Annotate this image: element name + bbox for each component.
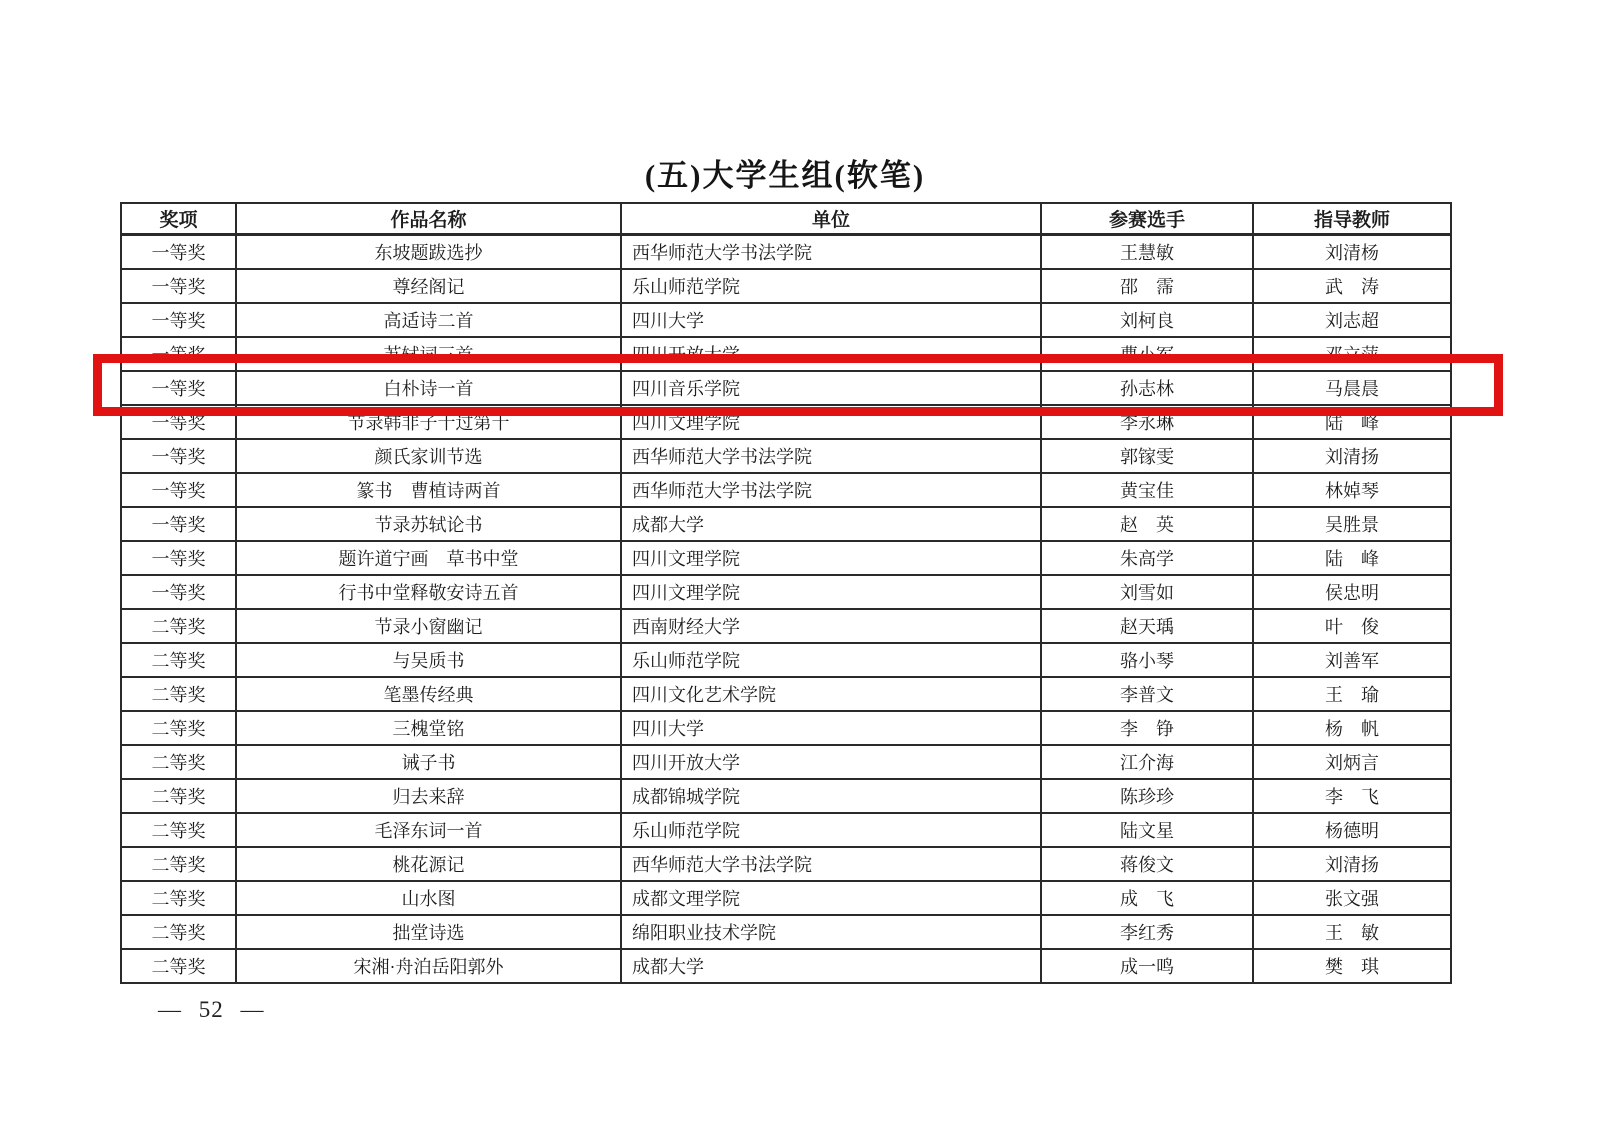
cell-teacher: 邓立萍 [1253,337,1451,371]
cell-teacher: 杨德明 [1253,813,1451,847]
cell-teacher: 樊 琪 [1253,949,1451,983]
cell-contestant: 王慧敏 [1041,235,1253,270]
cell-contestant: 赵天瑀 [1041,609,1253,643]
page-title: (五)大学生组(软笔) [644,158,926,193]
cell-contestant: 黄宝佳 [1041,473,1253,507]
cell-award: 二等奖 [121,711,236,745]
cell-work: 行书中堂释敬安诗五首 [236,575,621,609]
cell-unit: 乐山师范学院 [621,269,1041,303]
cell-work: 尊经阁记 [236,269,621,303]
cell-unit: 成都锦城学院 [621,779,1041,813]
cell-unit: 成都文理学院 [621,881,1041,915]
cell-unit: 四川文理学院 [621,575,1041,609]
cell-award: 二等奖 [121,949,236,983]
table-row [121,337,1451,371]
cell-work: 苏轼词三首 [236,337,621,371]
cell-contestant: 江介海 [1041,745,1253,779]
header-teacher: 指导教师 [1253,203,1451,235]
cell-contestant: 骆小琴 [1041,643,1253,677]
cell-unit: 四川文化艺术学院 [621,677,1041,711]
table-row [121,847,1451,881]
header-row [121,203,1451,235]
cell-work: 毛泽东词一首 [236,813,621,847]
cell-teacher: 侯忠明 [1253,575,1451,609]
cell-award: 二等奖 [121,881,236,915]
cell-award: 二等奖 [121,609,236,643]
cell-unit: 四川文理学院 [621,541,1041,575]
table-row [121,371,1451,405]
table-header [121,203,1451,235]
cell-work: 节录苏轼论书 [236,507,621,541]
header-unit: 单位 [621,203,1041,235]
cell-award: 二等奖 [121,677,236,711]
table-row [121,745,1451,779]
table-body [121,235,1451,984]
table-row [121,643,1451,677]
cell-unit: 四川开放大学 [621,337,1041,371]
cell-award: 二等奖 [121,779,236,813]
cell-work: 白朴诗一首 [236,371,621,405]
cell-teacher: 刘清扬 [1253,439,1451,473]
cell-unit: 四川大学 [621,303,1041,337]
cell-contestant: 邵 霈 [1041,269,1253,303]
cell-unit: 四川音乐学院 [621,371,1041,405]
cell-contestant: 孙志林 [1041,371,1253,405]
cell-teacher: 刘炳言 [1253,745,1451,779]
cell-award: 一等奖 [121,269,236,303]
table-row [121,949,1451,983]
cell-teacher: 陆 峰 [1253,541,1451,575]
cell-award: 一等奖 [121,337,236,371]
cell-contestant: 郭镓雯 [1041,439,1253,473]
cell-teacher: 刘志超 [1253,303,1451,337]
table-row [121,609,1451,643]
table-row [121,779,1451,813]
cell-contestant: 成 飞 [1041,881,1253,915]
cell-unit: 乐山师范学院 [621,643,1041,677]
award-table [120,202,1452,984]
page-number: — 52 — [158,997,265,1022]
cell-teacher: 王 瑜 [1253,677,1451,711]
cell-teacher: 刘善军 [1253,643,1451,677]
cell-work: 题许道宁画 草书中堂 [236,541,621,575]
cell-work: 诫子书 [236,745,621,779]
cell-unit: 成都大学 [621,949,1041,983]
cell-contestant: 成一鸣 [1041,949,1253,983]
cell-work: 与吴质书 [236,643,621,677]
cell-award: 一等奖 [121,439,236,473]
cell-unit: 西华师范大学书法学院 [621,473,1041,507]
cell-unit: 西华师范大学书法学院 [621,439,1041,473]
cell-award: 二等奖 [121,745,236,779]
table-row [121,405,1451,439]
table-row [121,813,1451,847]
table-row [121,439,1451,473]
cell-unit: 西华师范大学书法学院 [621,235,1041,270]
cell-contestant: 李永琳 [1041,405,1253,439]
cell-award: 一等奖 [121,473,236,507]
cell-work: 东坡题跋选抄 [236,235,621,270]
cell-teacher: 吴胜景 [1253,507,1451,541]
cell-contestant: 李普文 [1041,677,1253,711]
table-row [121,507,1451,541]
cell-contestant: 陈珍珍 [1041,779,1253,813]
cell-work: 山水图 [236,881,621,915]
cell-teacher: 武 涛 [1253,269,1451,303]
cell-contestant: 刘柯良 [1041,303,1253,337]
cell-unit: 四川大学 [621,711,1041,745]
header-award: 奖项 [121,203,236,235]
table-row [121,881,1451,915]
cell-teacher: 杨 帆 [1253,711,1451,745]
cell-award: 二等奖 [121,847,236,881]
cell-unit: 西华师范大学书法学院 [621,847,1041,881]
cell-work: 拙堂诗选 [236,915,621,949]
cell-contestant: 李 铮 [1041,711,1253,745]
cell-award: 一等奖 [121,541,236,575]
cell-contestant: 刘雪如 [1041,575,1253,609]
cell-contestant: 赵 英 [1041,507,1253,541]
table-row [121,303,1451,337]
cell-unit: 乐山师范学院 [621,813,1041,847]
table-row [121,269,1451,303]
cell-award: 二等奖 [121,813,236,847]
cell-award: 一等奖 [121,575,236,609]
cell-teacher: 李 飞 [1253,779,1451,813]
cell-work: 节录小窗幽记 [236,609,621,643]
table-row [121,677,1451,711]
cell-work: 宋湘·舟泊岳阳郭外 [236,949,621,983]
cell-award: 一等奖 [121,371,236,405]
cell-contestant: 朱高学 [1041,541,1253,575]
cell-unit: 成都大学 [621,507,1041,541]
cell-teacher: 叶 俊 [1253,609,1451,643]
cell-contestant: 李红秀 [1041,915,1253,949]
cell-teacher: 马晨晨 [1253,371,1451,405]
table-row [121,541,1451,575]
cell-work: 高适诗二首 [236,303,621,337]
cell-work: 归去来辞 [236,779,621,813]
cell-contestant: 陆文星 [1041,813,1253,847]
cell-award: 一等奖 [121,303,236,337]
header-contestant: 参赛选手 [1041,203,1253,235]
cell-teacher: 刘清扬 [1253,847,1451,881]
header-work: 作品名称 [236,203,621,235]
cell-unit: 四川开放大学 [621,745,1041,779]
cell-work: 三槐堂铭 [236,711,621,745]
cell-teacher: 林婥琴 [1253,473,1451,507]
cell-work: 篆书 曹植诗两首 [236,473,621,507]
cell-unit: 四川文理学院 [621,405,1041,439]
table-row [121,711,1451,745]
cell-award: 一等奖 [121,507,236,541]
table-row [121,915,1451,949]
cell-work: 桃花源记 [236,847,621,881]
cell-contestant: 蒋俊文 [1041,847,1253,881]
cell-unit: 绵阳职业技术学院 [621,915,1041,949]
cell-award: 二等奖 [121,643,236,677]
cell-teacher: 刘清杨 [1253,235,1451,270]
cell-work: 颜氏家训节选 [236,439,621,473]
cell-award: 一等奖 [121,405,236,439]
cell-unit: 西南财经大学 [621,609,1041,643]
cell-teacher: 张文强 [1253,881,1451,915]
table-row [121,235,1451,270]
cell-teacher: 王 敏 [1253,915,1451,949]
cell-work: 节录韩非子十过第十 [236,405,621,439]
cell-contestant: 曹小军 [1041,337,1253,371]
table-row [121,575,1451,609]
cell-work: 笔墨传经典 [236,677,621,711]
cell-teacher: 陆 峰 [1253,405,1451,439]
cell-award: 二等奖 [121,915,236,949]
cell-award: 一等奖 [121,235,236,270]
table-row [121,473,1451,507]
